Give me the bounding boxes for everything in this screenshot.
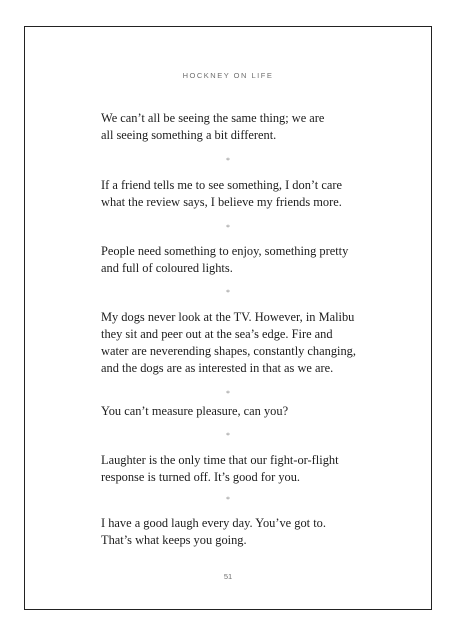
quote-5 (101, 403, 401, 420)
separator: * (226, 431, 230, 440)
page-number: 51 (223, 572, 233, 581)
quote-line: That’s what keeps you going. (101, 533, 247, 547)
quote-1 (101, 110, 401, 144)
quote-line: they sit and peer out at the sea’s edge. Fire and (101, 327, 333, 341)
separator: * (226, 495, 230, 504)
quote-line: You can’t measure pleasure, can you? (101, 404, 289, 418)
separator: * (226, 389, 230, 398)
quote-line: and full of coloured lights. (101, 261, 233, 275)
quote-line: water are neverending shapes, constantly changing, (101, 344, 356, 358)
quote-line: We can’t all be seeing the same thing; we are (101, 111, 325, 125)
quote-line: I have a good laugh every day. You’ve got to. (101, 516, 326, 530)
running-head: HOCKNEY ON LIFE (182, 71, 274, 80)
quote-line: all seeing something a bit different. (101, 128, 277, 142)
quote-4 (101, 309, 401, 377)
quote-line: My dogs never look at the TV. However, in Malibu (101, 310, 355, 324)
quote-3 (101, 243, 401, 277)
separator: * (226, 223, 230, 232)
separator: * (226, 288, 230, 297)
quote-6 (101, 452, 401, 486)
quote-7 (101, 515, 401, 549)
quote-line: what the review says, I believe my friends more. (101, 195, 342, 209)
quote-line: and the dogs are as interested in that as we are. (101, 361, 334, 375)
quote-line: People need something to enjoy, something pretty (101, 244, 349, 258)
book-page (24, 26, 432, 610)
quote-2 (101, 177, 401, 211)
quote-line: Laughter is the only time that our fight-or-flight (101, 453, 339, 467)
quote-line: If a friend tells me to see something, I don’t care (101, 178, 342, 192)
quote-line: response is turned off. It’s good for you. (101, 470, 301, 484)
separator: * (226, 156, 230, 165)
